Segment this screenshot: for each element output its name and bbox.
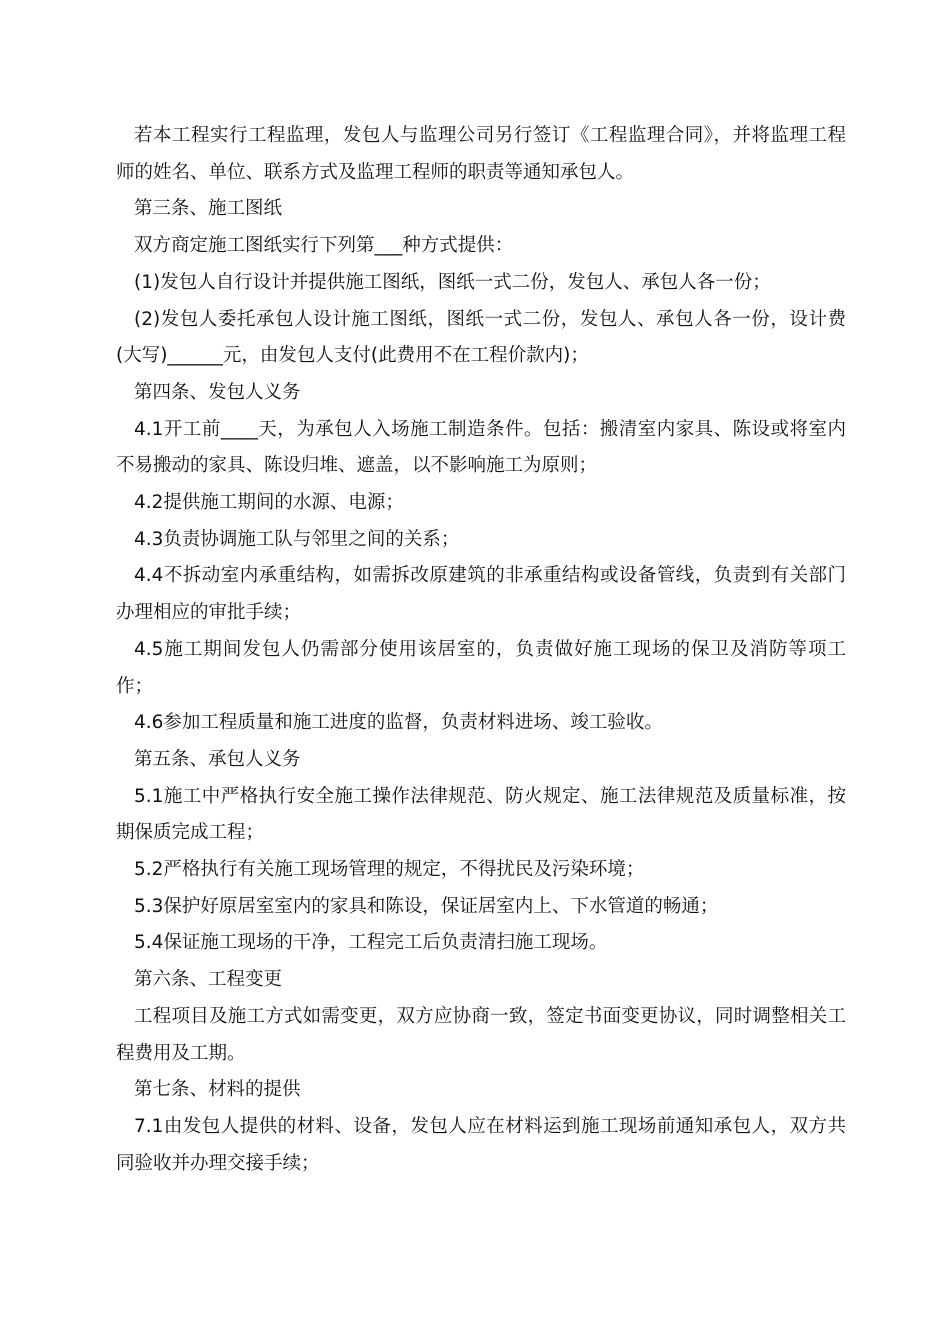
clause-5-1: 5.1施工中严格执行安全施工操作法律规范、防火规定、施工法律规范及质量标准，按期保质完成工程；	[116, 785, 846, 844]
clause-5-4: 5.4保证施工现场的干净，工程完工后负责清扫施工现场。	[134, 932, 608, 954]
clause-7-1: 7.1由发包人提供的材料、设备，发包人应在材料运到施工现场前通知承包人，双方共同验收并办理交接手续；	[116, 1115, 846, 1174]
heading-article-4: 第四条、发包人义务	[134, 381, 301, 403]
paragraph-drawing-method: 双方商定施工图纸实行下列第___种方式提供：	[134, 235, 514, 257]
clause-4-5: 4.5施工期间发包人仍需部分使用该居室的，负责做好施工现场的保卫及消防等项工作；	[116, 638, 846, 697]
document-body	[116, 118, 846, 1182]
clause-5-2: 5.2严格执行有关施工现场管理的规定，不得扰民及污染环境；	[134, 859, 645, 881]
heading-article-3: 第三条、施工图纸	[134, 198, 283, 220]
paragraph-drawing-option-2: (2)发包人委托承包人设计施工图纸，图纸一式二份，发包人、承包人各一份，设计费(大写)______元，由发包人支付(此费用不在工程价款内)；	[116, 308, 846, 367]
clause-4-3: 4.3负责协调施工队与邻里之间的关系；	[134, 528, 460, 550]
clause-4-2: 4.2提供施工期间的水源、电源；	[134, 492, 404, 514]
heading-article-6: 第六条、工程变更	[134, 969, 283, 991]
heading-article-7: 第七条、材料的提供	[134, 1079, 301, 1101]
paragraph-drawing-option-1: (1)发包人自行设计并提供施工图纸，图纸一式二份，发包人、承包人各一份；	[134, 271, 771, 293]
clause-4-4: 4.4不拆动室内承重结构，如需拆改原建筑的非承重结构或设备管线，负责到有关部门办理相应的审批手续；	[116, 565, 846, 624]
paragraph-supervision: 若本工程实行工程监理，发包人与监理公司另行签订《工程监理合同》，并将监理工程师的姓名、单位、联系方式及监理工程师的职责等通知承包人。	[116, 125, 846, 183]
paragraph-change: 工程项目及施工方式如需变更，双方应协商一致，签定书面变更协议，同时调整相关工程费用及工期。	[116, 1005, 846, 1064]
clause-4-1: 4.1开工前____天，为承包人入场施工制造条件。包括：搬清室内家具、陈设或将室内不易搬动的家具、陈设归堆、遮盖，以不影响施工为原则；	[116, 418, 846, 477]
clause-5-3: 5.3保护好原居室室内的家具和陈设，保证居室内上、下水管道的畅通；	[134, 895, 719, 917]
heading-article-5: 第五条、承包人义务	[134, 748, 301, 770]
clause-4-6: 4.6参加工程质量和施工进度的监督，负责材料进场、竣工验收。	[134, 712, 663, 734]
